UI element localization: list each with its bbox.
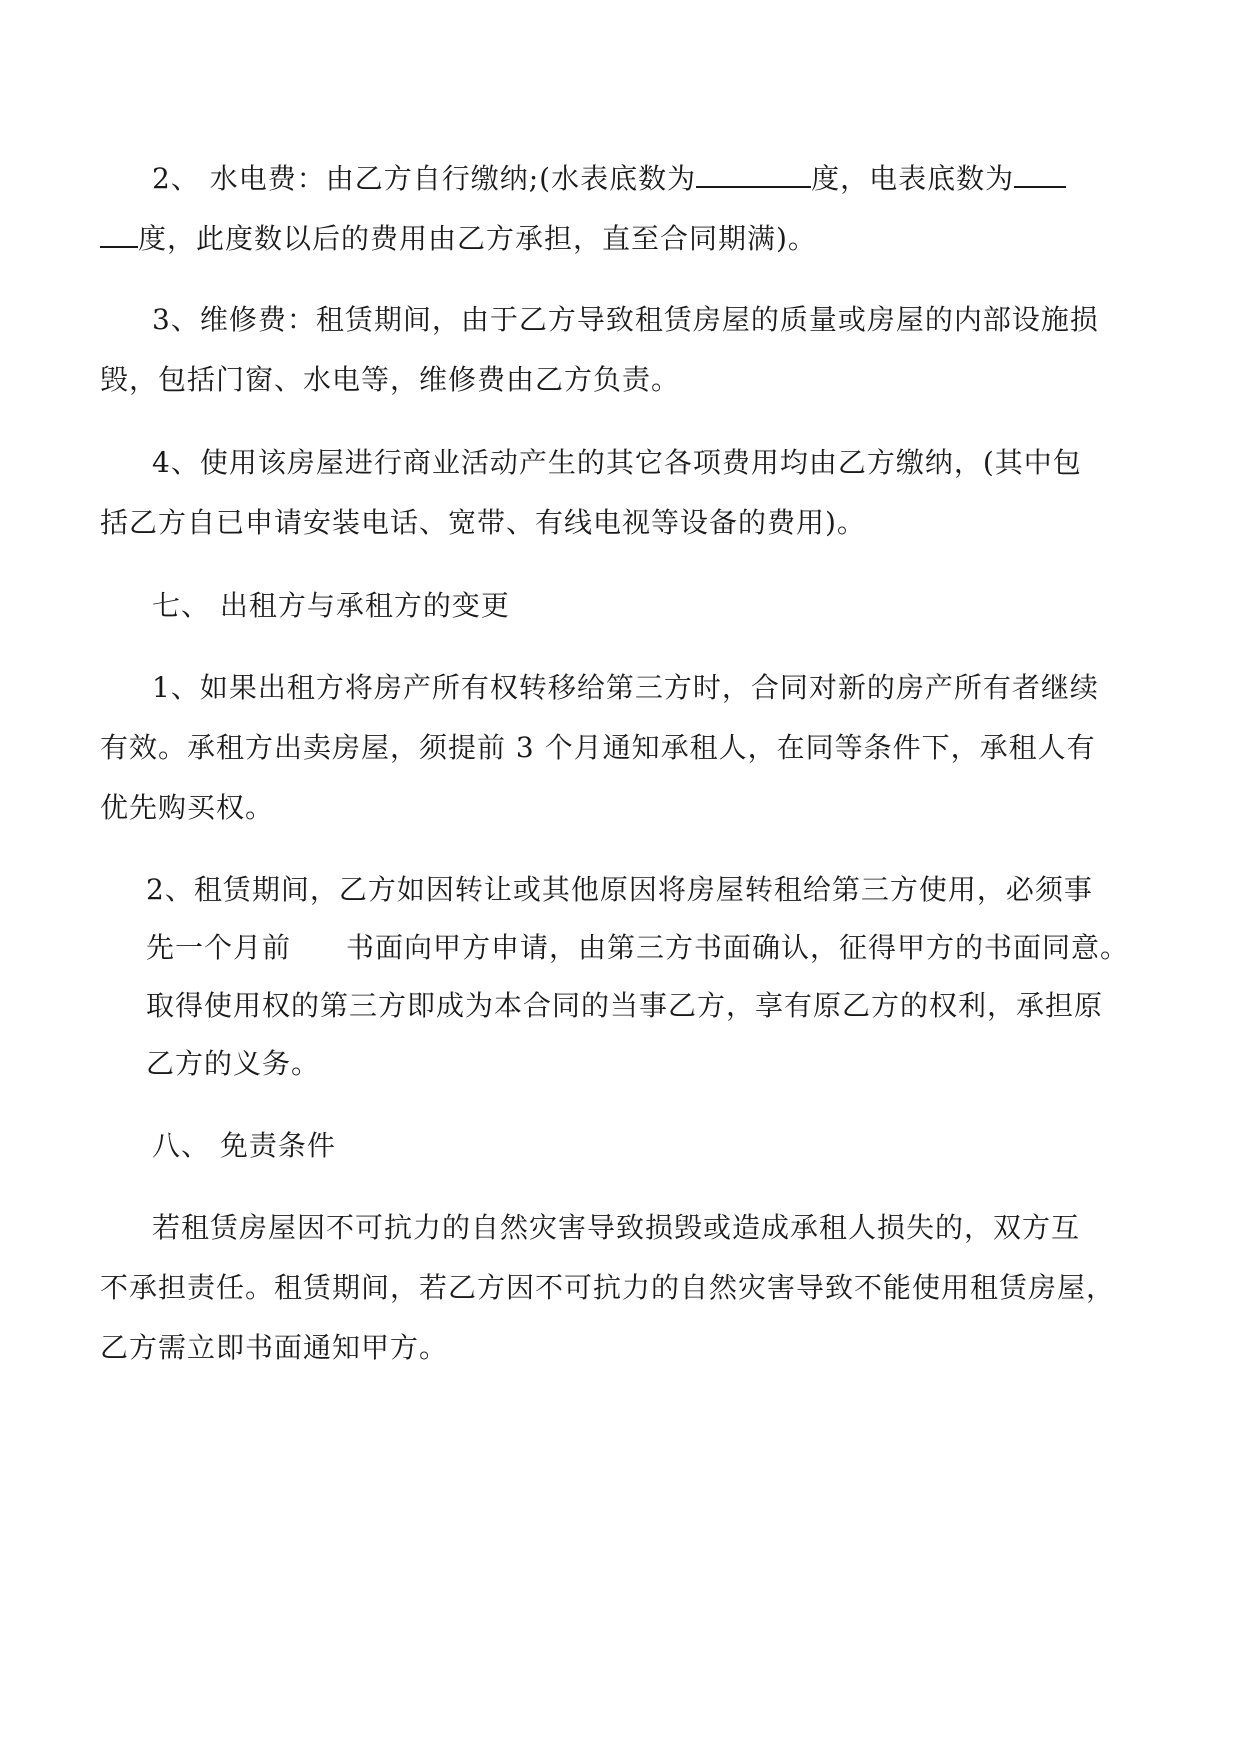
- section-7-item-2-line-2: [146, 928, 1129, 968]
- section-8-line-3: 乙方需立即书面通知甲方。: [100, 1331, 449, 1364]
- fill-in-blank-electric-reading-part-2: [100, 218, 138, 248]
- paragraph-other-fees-line-2: 括乙方自已申请安装电话、宽带、有线电视等设备的费用)。: [100, 506, 866, 539]
- paragraph-maintenance-line-1: 3、维修费：租赁期间，由于乙方导致租赁房屋的质量或房屋的内部设施损: [152, 303, 1099, 336]
- section-7-item-2-line-1: 2、租赁期间，乙方如因转让或其他原因将房屋转租给第三方使用，必须事: [146, 873, 1093, 906]
- paragraph-maintenance-line-2: 毁，包括门窗、水电等，维修费由乙方负责。: [100, 363, 681, 396]
- text-segment: 度，此度数以后的费用由乙方承担，直至合同期满)。: [138, 222, 817, 255]
- text-segment: 度，电表底数为: [811, 162, 1015, 195]
- section-8-line-1: 若租赁房屋因不可抗力的自然灾害导致损毁或造成承租人损失的，双方互: [152, 1211, 1081, 1244]
- text-segment: 先一个月前: [146, 931, 292, 964]
- paragraph-water-electric-line-1: [152, 158, 1066, 198]
- section-7-item-1-line-3: 优先购买权。: [100, 791, 275, 824]
- fill-in-blank-water-reading: [696, 158, 811, 188]
- section-8-heading: 八、 免责条件: [152, 1129, 336, 1162]
- section-7-item-2-line-4: 乙方的义务。: [146, 1047, 321, 1080]
- section-7-item-1-line-1: 1、如果出租方将房产所有权转移给第三方时，合同对新的房产所有者继续: [152, 671, 1099, 704]
- fill-in-blank-electric-reading-part-1: [1014, 158, 1066, 188]
- text-segment: 2、 水电费：由乙方自行缴纳;(水表底数为: [152, 162, 697, 195]
- paragraph-other-fees-line-1: 4、使用该房屋进行商业活动产生的其它各项费用均由乙方缴纳，(其中包: [152, 446, 1082, 479]
- section-7-item-2-line-3: 取得使用权的第三方即成为本合同的当事乙方，享有原乙方的权利，承担原: [146, 989, 1104, 1022]
- text-segment: 书面向甲方申请，由第三方书面确认，征得甲方的书面同意。: [346, 931, 1130, 964]
- section-7-heading: 七、 出租方与承租方的变更: [152, 589, 510, 622]
- section-7-item-1-line-2: 有效。承租方出卖房屋，须提前 3 个月通知承租人，在同等条件下，承租人有: [100, 731, 1096, 764]
- section-8-line-2: 不承担责任。租赁期间，若乙方因不可抗力的自然灾害导致不能使用租赁房屋，: [100, 1271, 1116, 1304]
- paragraph-water-electric-line-2: [100, 218, 817, 258]
